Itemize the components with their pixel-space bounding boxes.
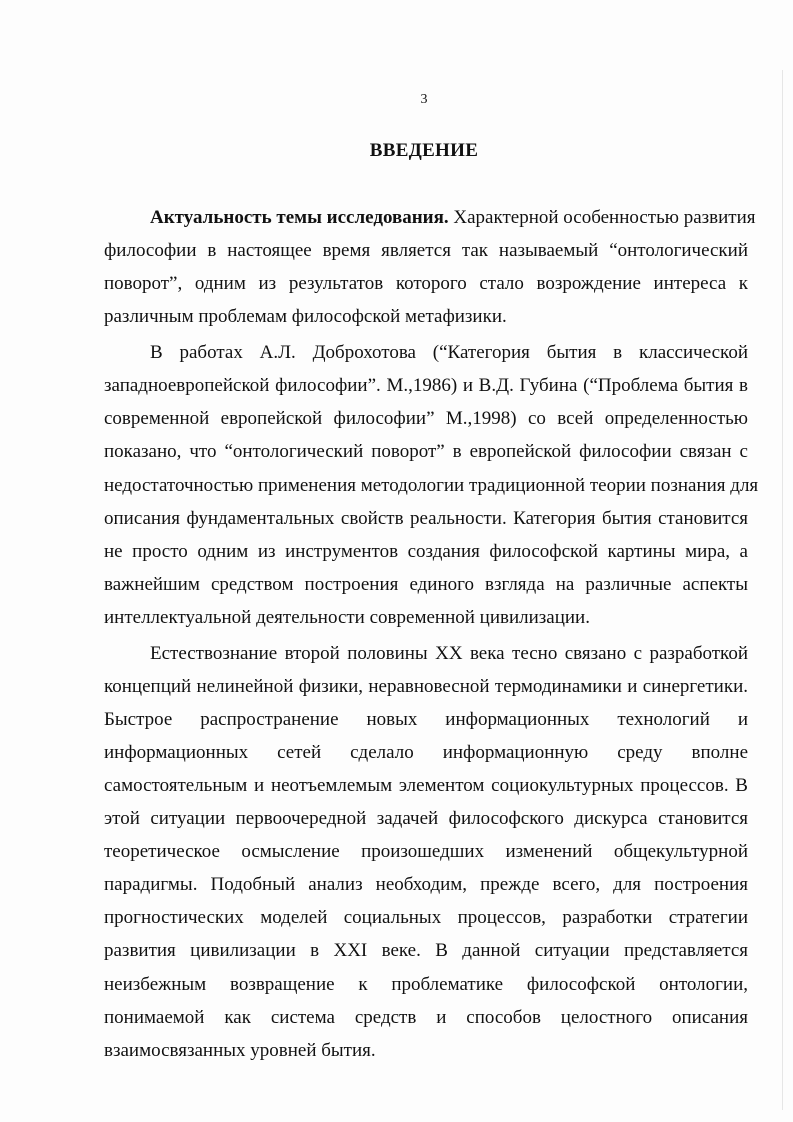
paragraph-3-line-11: неизбежным возвращение к проблематике философской онтологии, [104,974,748,995]
paragraph-3-line-2: концепций нелинейной физики, неравновесной термодинамики и синергетики. [104,676,748,697]
paragraph-3-line-6: этой ситуации первоочередной задачей философского дискурса становится [104,808,748,829]
paragraph-2-line-5: недостаточностью применения методологии традиционной теории познания для [104,475,759,496]
section-title-bold: Актуальность темы исследования. [150,207,449,228]
paragraph-2-line-7: не просто одним из инструментов создания философской картины мира, а [104,541,748,562]
paragraph-3-line-12: понимаемой как система средств и способов целостного описания [104,1007,748,1028]
line-text: Характерной особенностью развития [448,207,756,228]
paragraph-2-line-8: важнейшим средством построения единого взгляда на различные аспекты [104,574,748,595]
paragraph-3-line-1: Естествознание второй половины XX века тесно связано с разработкой [150,643,748,664]
paragraph-2-line-1: В работах А.Л. Доброхотова (“Категория бытия в классической [150,342,748,363]
paragraph-1-line-2: философии в настоящее время является так называемый “онтологический [104,240,748,261]
paragraph-3-line-10: развития цивилизации в XXI веке. В данной ситуации представляется [104,940,748,961]
scan-edge-line [782,70,783,1110]
paragraph-1-line-4: различным проблемам философской метафизики. [104,306,507,327]
paragraph-3-line-3: Быстрое распространение новых информационных технологий и [104,709,748,730]
page-number: 3 [420,92,428,107]
paragraph-3-line-8: парадигмы. Подобный анализ необходим, прежде всего, для построения [104,874,748,895]
paragraph-3-line-9: прогностических моделей социальных процессов, разработки стратегии [104,907,748,928]
paragraph-2-line-4: показано, что “онтологический поворот” в европейской философии связан с [104,441,748,462]
paragraph-2-line-9: интеллектуальной деятельности современной цивилизации. [104,607,590,628]
page-title: ВВЕДЕНИЕ [369,140,479,161]
paragraph-3-line-13: взаимосвязанных уровней бытия. [104,1040,376,1061]
paragraph-3-line-5: самостоятельным и неотъемлемым элементом социокультурных процессов. В [104,775,748,796]
paragraph-1-line-3: поворот”, одним из результатов которого стало возрождение интереса к [104,273,748,294]
paragraph-3-line-7: теоретическое осмысление произошедших изменений общекультурной [104,841,748,862]
paragraph-1-line-1 [150,206,756,230]
paragraph-2-line-2: западноевропейской философии”. М.,1986) и В.Д. Губина (“Проблема бытия в [104,375,748,396]
paragraph-2-line-3: современной европейской философии” М.,1998) со всей определенностью [104,408,748,429]
paragraph-2-line-6: описания фундаментальных свойств реальности. Категория бытия становится [104,508,748,529]
paragraph-3-line-4: информационных сетей сделало информационную среду вполне [104,742,748,763]
